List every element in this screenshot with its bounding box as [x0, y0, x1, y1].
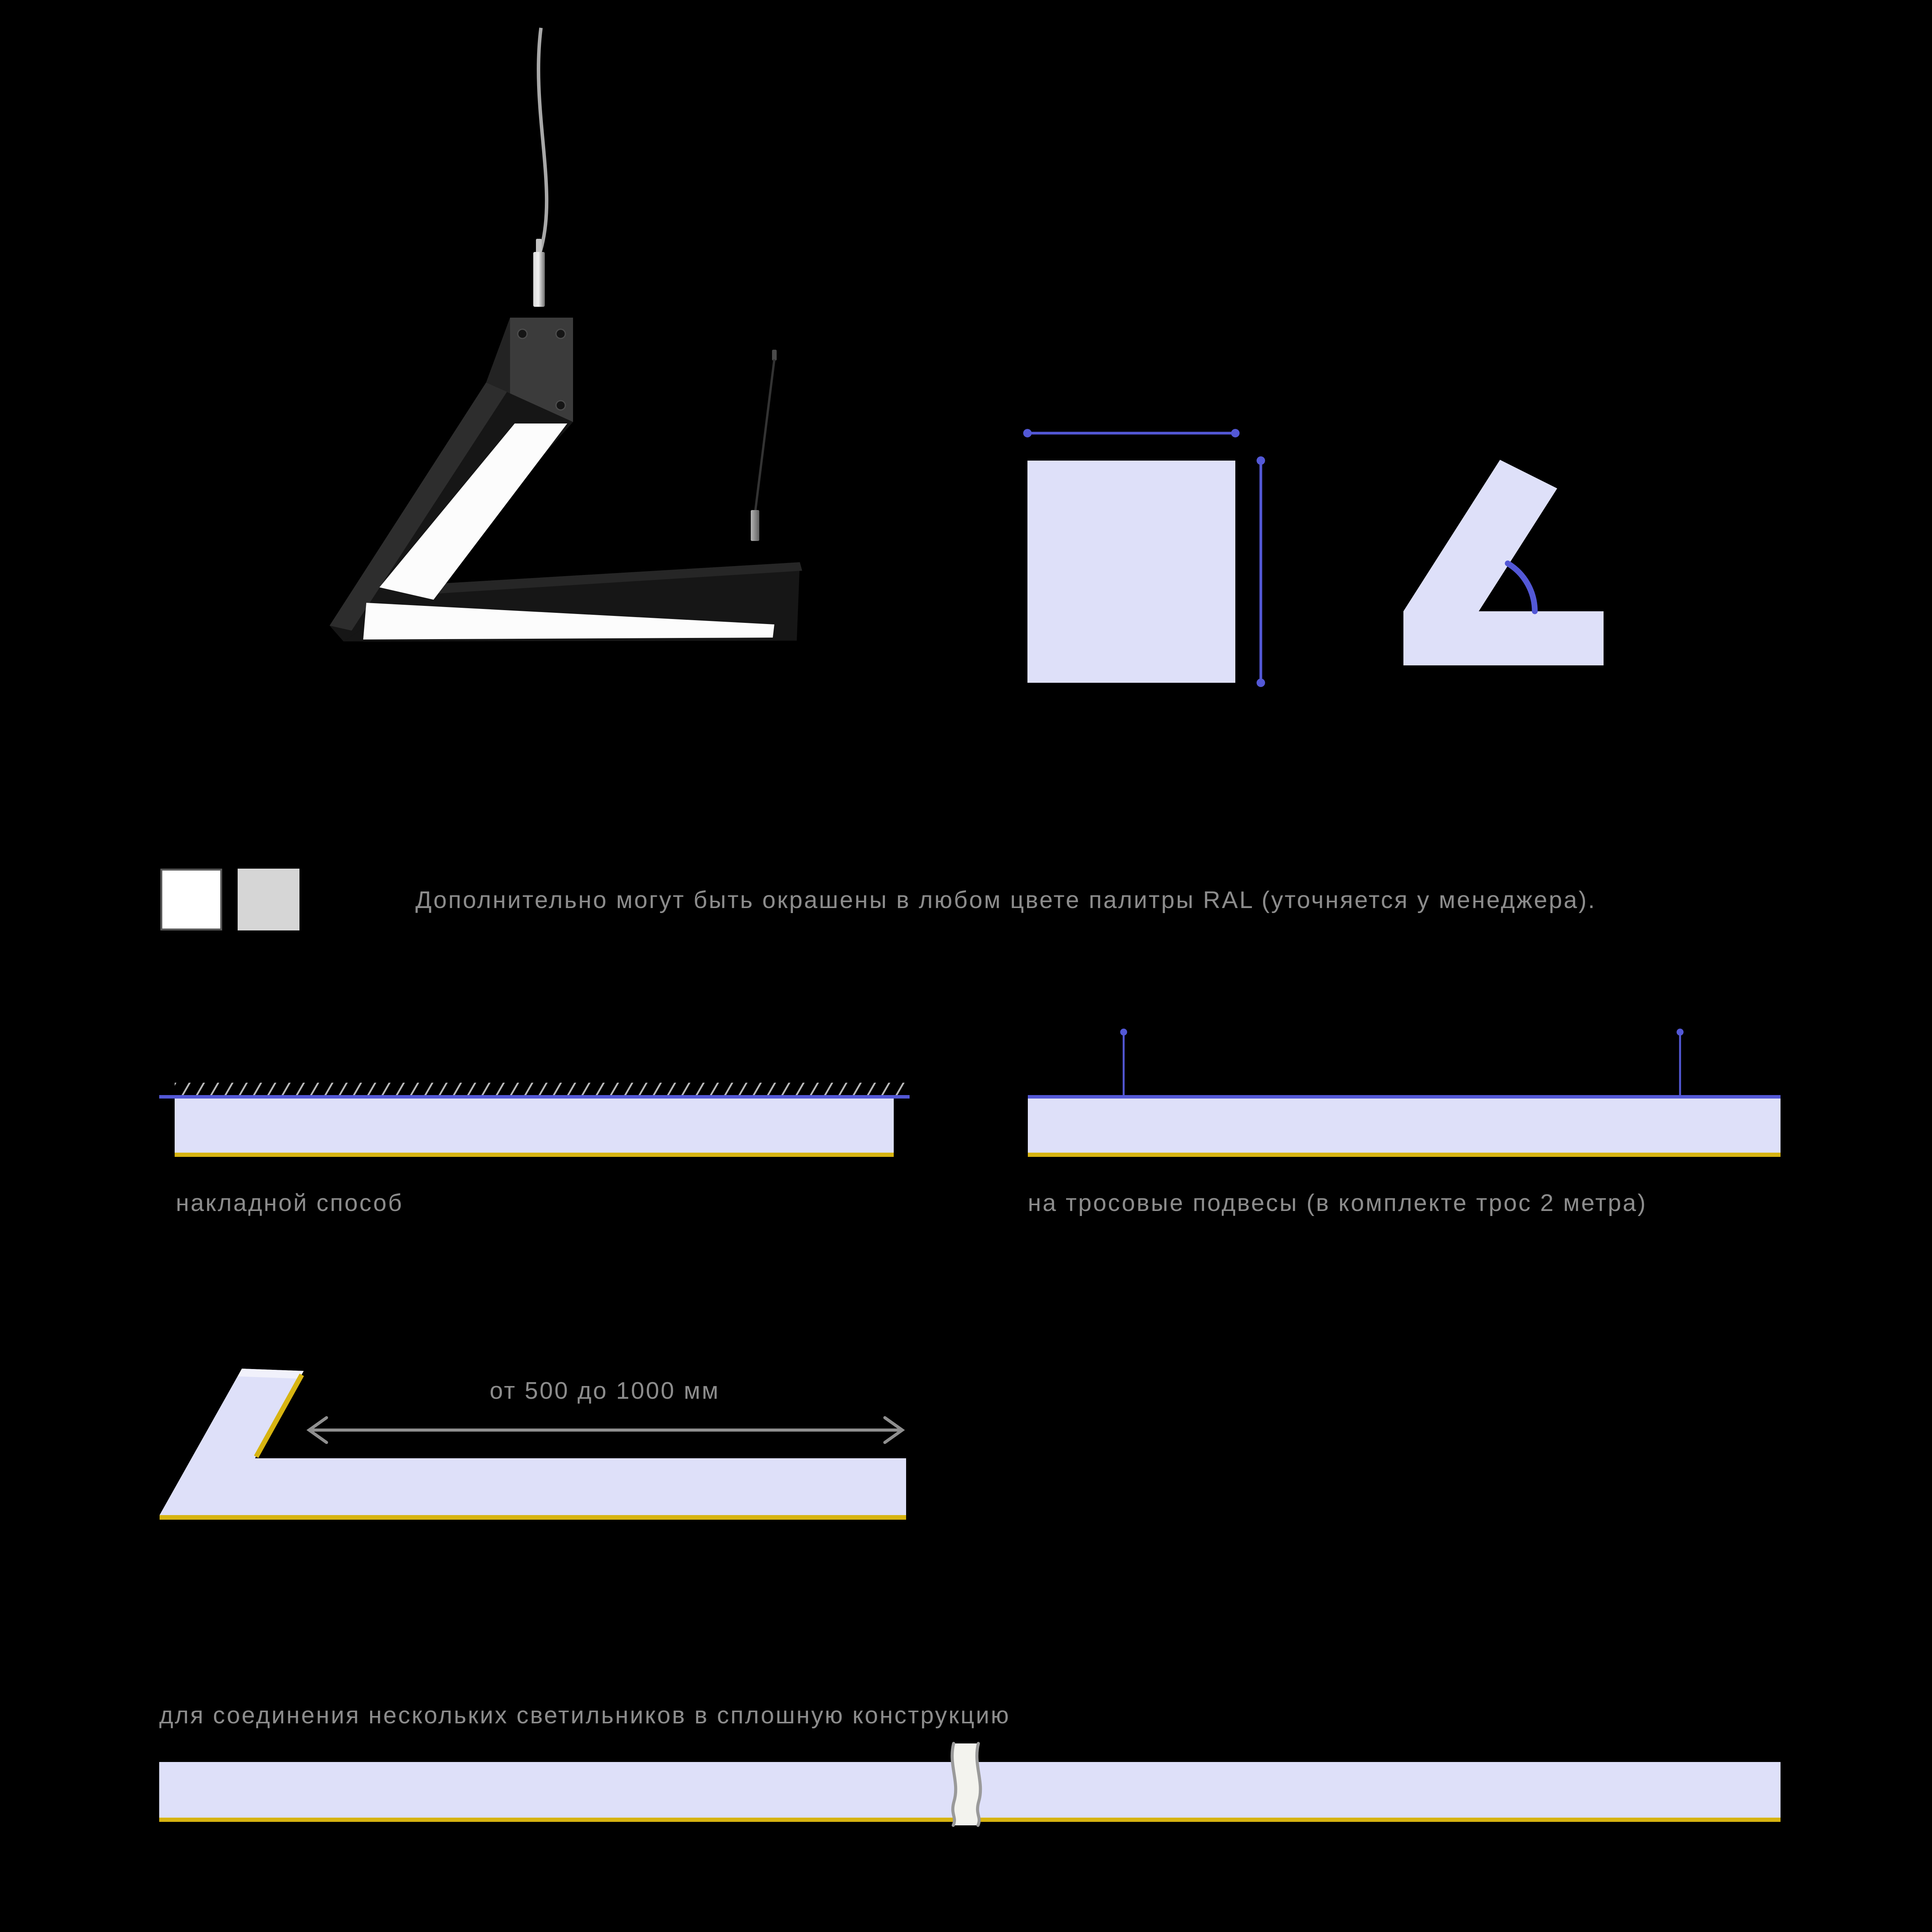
ral-swatch-gray	[238, 869, 299, 930]
dimension-dot	[1231, 429, 1240, 437]
suspension-cable	[539, 28, 547, 254]
angle-shape	[1403, 460, 1604, 665]
cable-tip	[772, 350, 777, 361]
surface-mount-label: накладной способ	[176, 1190, 403, 1216]
dimension-dot	[1257, 456, 1265, 465]
dimension-dot	[1023, 429, 1032, 437]
luminaire-body	[175, 1099, 894, 1153]
led-face	[175, 1153, 894, 1157]
surface-mount-diagram	[159, 1083, 910, 1157]
luminaire-top-line	[1028, 1095, 1781, 1099]
length-range-label: от 500 до 1000 мм	[490, 1378, 720, 1404]
cable-tip	[536, 239, 542, 253]
joining-diagram	[159, 1743, 1781, 1825]
ceiling-line	[159, 1095, 910, 1099]
screw-icon	[518, 329, 527, 338]
angle-diagram	[1403, 460, 1604, 665]
suspension-cable	[755, 359, 774, 510]
ral-swatch-white	[160, 869, 222, 930]
ral-note-text: Дополнительно могут быть окрашены в любом цвете палитры RAL (уточняется у менеджера).	[415, 887, 1597, 913]
profile-dimension-diagram	[1023, 429, 1265, 687]
cable-connector	[533, 252, 545, 307]
wire-anchor-dot	[1120, 1029, 1127, 1036]
lamp-render	[330, 28, 802, 641]
screw-icon	[556, 329, 565, 338]
led-face	[1028, 1153, 1781, 1157]
led-face	[160, 1515, 906, 1520]
dimension-dot	[1257, 679, 1265, 687]
profile-square	[1027, 461, 1235, 683]
joining-label: для соединения нескольких светильников в сплошную конструкцию	[159, 1702, 1010, 1729]
luminaire-body	[1028, 1099, 1781, 1153]
angle-arc	[1508, 563, 1535, 611]
cable-suspension-label: на тросовые подвесы (в комплекте трос 2 метра)	[1028, 1190, 1647, 1216]
cable-suspension-diagram	[1028, 1029, 1781, 1157]
ceiling-hatch	[175, 1083, 905, 1095]
screw-icon	[556, 401, 565, 410]
cable-connector	[751, 510, 759, 541]
wire-anchor-dot	[1677, 1029, 1684, 1036]
